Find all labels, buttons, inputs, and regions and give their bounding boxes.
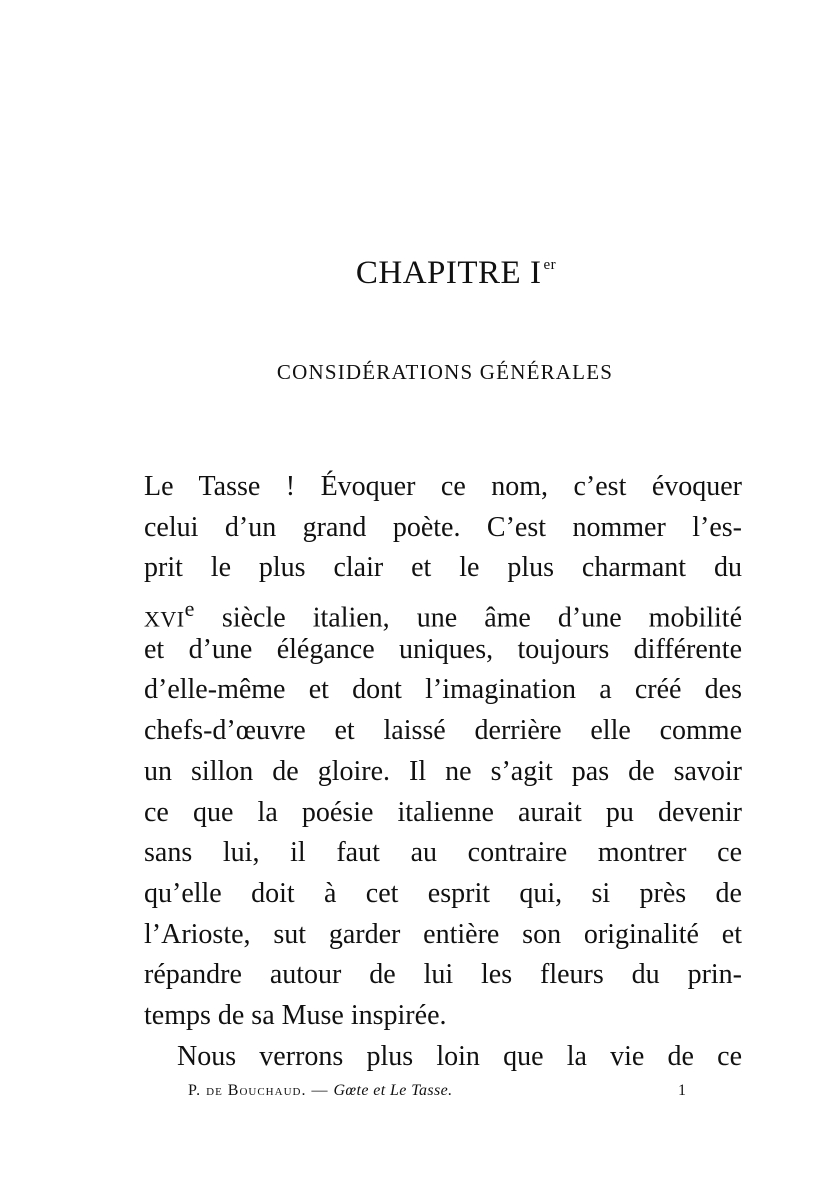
page-footer (188, 1082, 688, 1100)
body-text (144, 467, 742, 1077)
text-line: qu’elle doit à cet esprit qui, si près de (144, 877, 742, 909)
text-line: prit le plus clair et le plus charmant du (144, 552, 742, 584)
text-line: celui d’un grand poète. C’est nommer l’es- (144, 511, 742, 543)
text-line: l’Arioste, sut garder entière son originalité et (144, 918, 742, 950)
chapter-subtitle: CONSIDÉRATIONS GÉNÉRALES (276, 360, 614, 384)
century-superscript: e (184, 596, 195, 622)
text-line: temps de sa Muse inspirée. (144, 999, 447, 1031)
text-line: d’elle-même et dont l’imagination a créé des (144, 674, 742, 706)
page-number: 1 (678, 1082, 687, 1099)
text-line: chefs-d’œuvre et laissé derrière elle comme (144, 715, 742, 747)
chapter-title (0, 255, 840, 292)
chapter-title-text: CHAPITRE I (355, 255, 542, 291)
text-line: Nous verrons plus loin que la vie de ce (177, 1040, 742, 1072)
text-line: ce que la poésie italienne aurait pu devenir (144, 796, 742, 828)
text-line: Le Tasse ! Évoquer ce nom, c’est évoquer (144, 471, 742, 502)
text-line: un sillon de gloire. Il ne s’agit pas de savoir (144, 755, 742, 787)
text-line: et d’une élégance uniques, toujours différente (144, 633, 742, 665)
footer-separator: — (306, 1082, 334, 1099)
footer-author: P. de Bouchaud. (188, 1082, 307, 1099)
text-line-remainder: siècle italien, une âme d’une mobilité (194, 602, 742, 634)
footer-work-title: Gœte et Le Tasse. (333, 1082, 453, 1099)
chapter-title-superscript: er (543, 257, 557, 273)
text-line: répandre autour de lui les fleurs du prin- (144, 959, 742, 991)
text-line (144, 589, 742, 634)
century-roman-numeral: XVI (144, 606, 185, 632)
text-line: sans lui, il faut au contraire montrer ce (144, 837, 742, 869)
